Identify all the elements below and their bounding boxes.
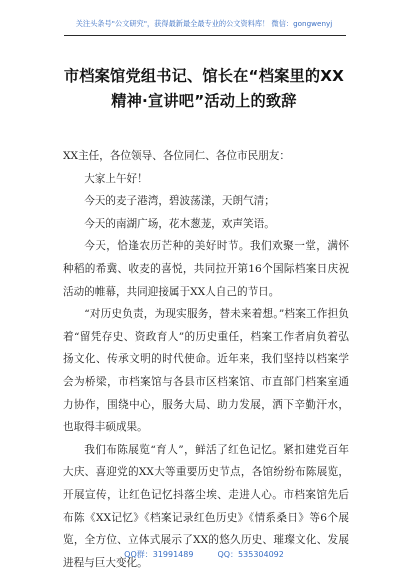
header-note: 关注头条号"公文研究"，获得最新最全最专业的公文资料库！ 微信：gongwenyj (75, 19, 333, 28)
paragraph-exhibitions: 我们布陈展览“育人”，鲜活了红色记忆。紧扣建党百年大庆、喜迎党的XX大等重要历史节点，各馆纷纷布陈展览，开展宣传，让红色记忆抖落尘埃、走进人心。市档案馆先后布陈《XX记忆》《档案记录红色历史》《情系桑日》等6个展览，全方位、立体式展示了XX的悠久历史、璀璨文化、发展进程与巨大变化。 (63, 443, 349, 569)
document-title (30, 64, 378, 114)
paragraph-harbor: 今天的麦子港湾，碧波荡漾，天朗气清； (84, 195, 275, 208)
title-line-1: 市档案馆党组书记、馆长在“档案里的XX (63, 67, 345, 85)
salutation: XX主任，各位领导、各位同仁、各位市民朋友： (63, 150, 290, 162)
paragraph-archive-work: “对历史负责，为现实服务，替未来着想。”档案工作担负着“留凭存史、资政育人”的历史重任，档案工作者肩负着弘扬文化、传承文明的时代使命。近年来，我们坚持以档案学会为桥梁，市档案馆与各县市区档案馆、市直部门档案室通力协作，围绕中心，服务大局、助力发展，洒下辛勤汗水，也取得丰硕成果。 (63, 308, 349, 434)
document-body (63, 145, 349, 574)
paragraph-occasion: 今天，恰逢农历芒种的美好时节。我们欢聚一堂，满怀种稻的希冀、收麦的喜悦，共同拉开第16个国际档案日庆祝活动的帷幕，共同迎接属于XX人自己的节日。 (63, 240, 349, 298)
paragraph-greeting: 大家上午好！ (84, 172, 148, 185)
footer-qq: QQ：535304092 (217, 550, 284, 559)
paragraph-square: 今天的南湖广场，花木葱茏，欢声笑语。 (84, 217, 275, 230)
footer-qq-group: QQ群：31991489 (124, 550, 194, 559)
header-divider (64, 35, 346, 36)
title-line-2: 精神·宣讲吧”活动上的致辞 (111, 92, 297, 110)
footer (0, 549, 408, 560)
